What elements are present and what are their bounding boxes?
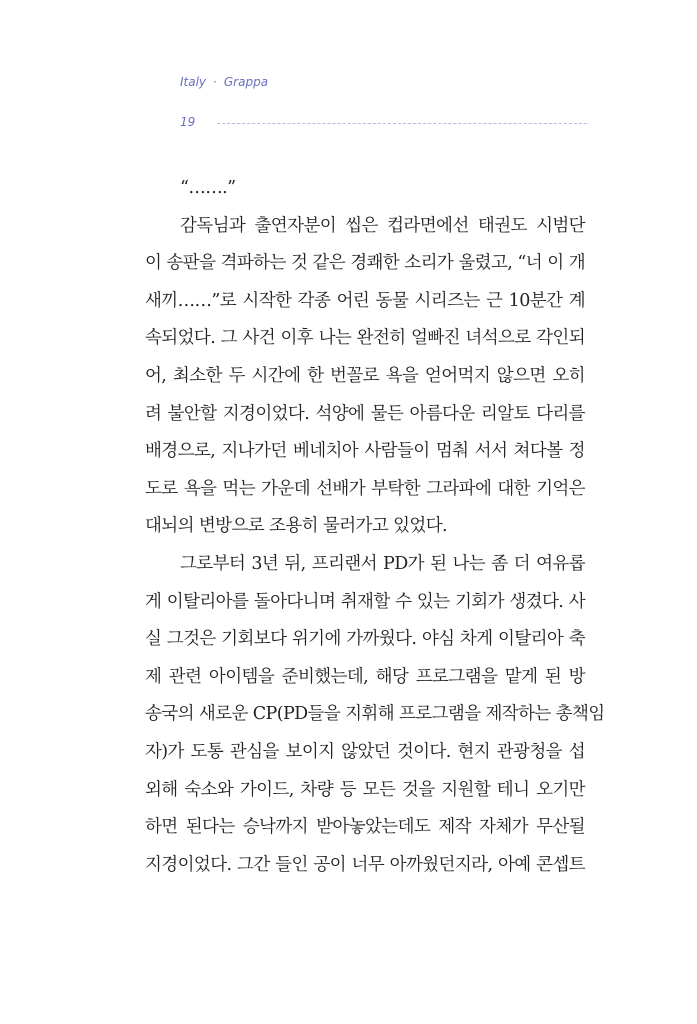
text-line: 게 이탈리아를 돌아다니며 취재할 수 있는 기회가 생겼다. 사: [145, 591, 585, 612]
running-head-topic: Grappa: [223, 75, 269, 89]
text-line: 려 불안할 지경이었다. 석양에 물든 아름다운 리알토 다리를: [145, 403, 585, 424]
text-line: 외해 숙소와 가이드, 차량 등 모든 것을 지원할 테니 오기만: [145, 779, 585, 800]
text-line: 속되었다. 그 사건 이후 나는 완전히 얼빠진 녀석으로 각인되: [145, 328, 585, 349]
text-line: 배경으로, 지나가던 베네치아 사람들이 멈춰 서서 쳐다볼 정: [145, 441, 585, 462]
running-head: [180, 75, 268, 89]
text-line: 감독님과 출연자분이 씹은 컵라면에선 태권도 시범단: [180, 215, 585, 236]
text-line: 대뇌의 변방으로 조용히 물러가고 있었다.: [145, 516, 447, 537]
text-line: “…….”: [180, 178, 236, 198]
running-head-separator: ·: [213, 75, 217, 89]
text-line: 하면 된다는 승낙까지 받아놓았는데도 제작 자체가 무산될: [145, 817, 585, 838]
text-line: 송국의 새로운 CP(PD들을 지휘해 프로그램을 제작하는 총책임: [145, 704, 605, 725]
running-head-country: Italy: [180, 75, 207, 89]
text-line: 지경이었다. 그간 들인 공이 너무 아까웠던지라, 아예 콘셉트: [145, 854, 585, 875]
body-text: [145, 170, 605, 884]
text-line: 자)가 도통 관심을 보이지 않았던 것이다. 현지 관광청을 섭: [145, 741, 585, 762]
text-line: 어, 최소한 두 시간에 한 번꼴로 욕을 얻어먹지 않으면 오히: [145, 365, 585, 386]
text-line: 실 그것은 기회보다 위기에 가까웠다. 야심 차게 이탈리아 축: [145, 629, 585, 650]
text-line: 그로부터 3년 뒤, 프리랜서 PD가 된 나는 좀 더 여유롭: [180, 553, 585, 574]
page-number: 19: [180, 115, 196, 129]
text-line: 도로 욕을 먹는 가운데 선배가 부탁한 그라파에 대한 기억은: [145, 478, 585, 499]
text-line: 제 관련 아이템을 준비했는데, 해당 프로그램을 맡게 된 방: [145, 666, 585, 687]
text-line: 새끼……”로 시작한 각종 어린 동물 시리즈는 근 10분간 계: [145, 290, 585, 311]
header-rule: [217, 123, 587, 124]
text-line: 이 송판을 격파하는 것 같은 경쾌한 소리가 울렸고, “너 이 개: [145, 253, 585, 274]
